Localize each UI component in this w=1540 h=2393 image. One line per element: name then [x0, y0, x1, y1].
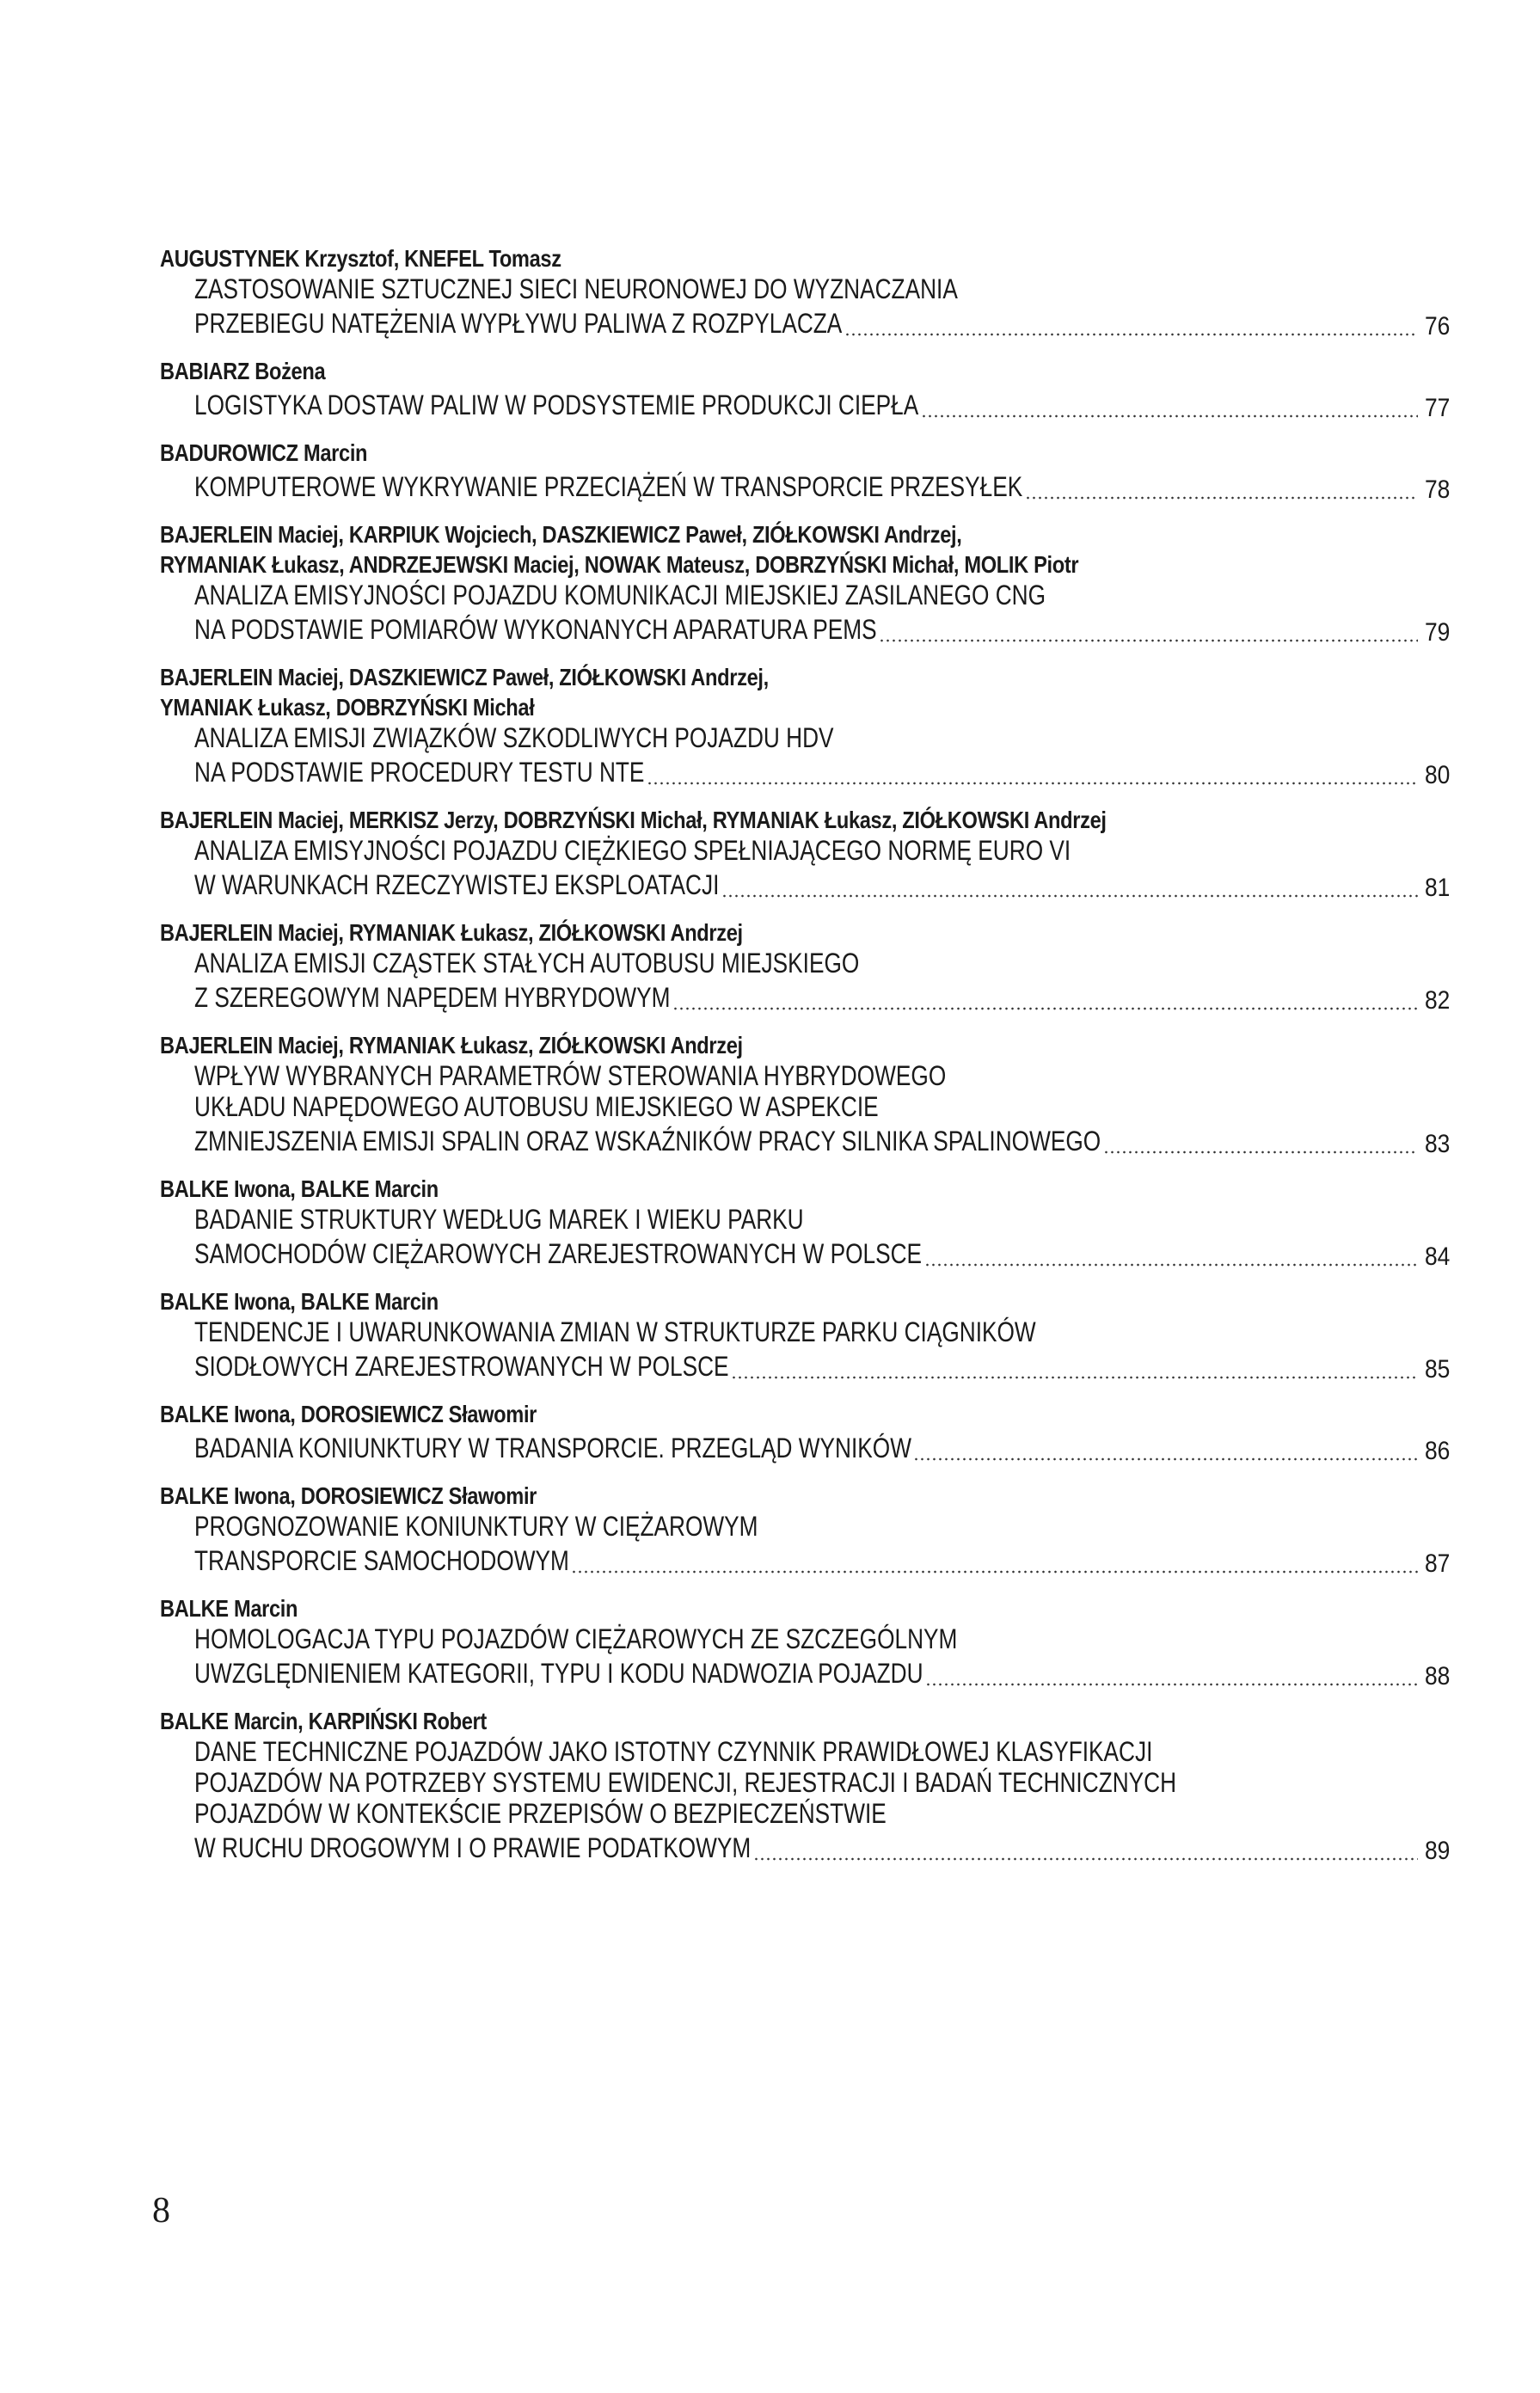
toc-entry-title [194, 468, 1450, 502]
dot-leader [753, 1832, 1418, 1863]
dot-leader [879, 614, 1418, 645]
toc-entry-title-line: ANALIZA EMISYJNOŚCI POJAZDU CIĘŻKIEGO SPEŁNIAJĄCEGO NORMĘ EURO VI [194, 835, 1071, 866]
toc-entry-title-last-line [194, 614, 877, 645]
toc-entry-title-last-line-text: LOGISTYKA DOSTAW PALIW W PODSYSTEMIE PRODUKCJI CIEPŁA [194, 390, 919, 420]
toc-entry [160, 1399, 1450, 1463]
dot-leader [924, 1238, 1418, 1269]
toc-entry-page-number: 89 [1424, 1837, 1450, 1865]
entry-spacer [160, 1269, 1450, 1286]
entry-spacer [160, 1576, 1450, 1593]
toc-entry-page-number: 88 [1424, 1662, 1450, 1690]
toc-entry [160, 438, 1450, 502]
toc-entry-leader-line [194, 611, 1450, 645]
dot-leader [1025, 471, 1418, 502]
toc-entry-title-line: HOMOLOGACJA TYPU POJAZDÓW CIĘŻAROWYCH ZE SZCZEGÓLNYM [194, 1623, 958, 1654]
toc-entry-title-last-line-text: SIODŁOWYCH ZAREJESTROWANYCH W POLSCE [194, 1351, 729, 1382]
toc-entry [160, 1481, 1450, 1576]
dot-leader [721, 869, 1418, 900]
toc-entry-page-number: 84 [1424, 1243, 1450, 1271]
toc-entry-title-line: ANALIZA EMISJI ZWIĄZKÓW SZKODLIWYCH POJAZDU HDV [194, 722, 834, 753]
toc-entry-authors: BALKE Iwona, BALKE Marcin [160, 1175, 439, 1202]
toc-entry-page-number: 81 [1424, 874, 1450, 902]
toc-entry-title [194, 273, 1450, 339]
entry-spacer [160, 1157, 1450, 1174]
toc-entry-authors: BALKE Iwona, DOROSIEWICZ Sławomir [160, 1401, 537, 1427]
toc-entry-page-number: 87 [1424, 1549, 1450, 1578]
toc-entry [160, 1286, 1450, 1382]
toc-entry-title-last-line [194, 1658, 923, 1689]
entry-spacer [160, 788, 1450, 805]
toc-entry-title [194, 1429, 1450, 1463]
toc-entry-title [194, 722, 1450, 788]
toc-entry-leader-line [194, 1347, 1450, 1382]
dot-leader [1103, 1126, 1418, 1157]
dot-leader [921, 390, 1418, 420]
toc-entry [160, 1593, 1450, 1689]
toc-entry-leader-line [194, 1654, 1450, 1689]
dot-leader [925, 1658, 1418, 1689]
toc-entry-leader-line [194, 753, 1450, 788]
toc-entry-title-last-line-text: SAMOCHODÓW CIĘŻAROWYCH ZAREJESTROWANYCH W POLSCE [194, 1238, 923, 1269]
toc-entry-title-last-line [194, 1545, 569, 1576]
toc-entry-title-last-line [194, 1433, 911, 1463]
toc-entry-title-line: PROGNOZOWANIE KONIUNKTURY W CIĘŻAROWYM [194, 1511, 758, 1542]
toc-entry-title-line: BADANIE STRUKTURY WEDŁUG MAREK I WIEKU PARKU [194, 1204, 804, 1235]
table-of-contents [160, 243, 1450, 1863]
toc-entry-title-last-line [194, 1238, 923, 1269]
toc-entry-authors: BAJERLEIN Maciej, MERKISZ Jerzy, DOBRZYŃSKI Michał, RYMANIAK Łukasz, ZIÓŁKOWSKI Andrzej [160, 807, 1107, 833]
toc-entry-page-number: 76 [1424, 312, 1450, 341]
toc-entry [160, 805, 1450, 900]
toc-entry-title-last-line-text: NA PODSTAWIE POMIARÓW WYKONANYCH APARATURA PEMS [194, 614, 877, 645]
toc-entry-title-last-line-text: ZMNIEJSZENIA EMISJI SPALIN ORAZ WSKAŹNIKÓW PRACY SILNIKA SPALINOWEGO [194, 1126, 1101, 1157]
toc-entry-authors: AUGUSTYNEK Krzysztof, KNEFEL Tomasz [160, 245, 561, 272]
toc-entry-title-last-line-text: UWZGLĘDNIENIEM KATEGORII, TYPU I KODU NADWOZIA POJAZDU [194, 1658, 923, 1689]
toc-entry [160, 1706, 1450, 1863]
toc-entry-title [194, 1060, 1450, 1157]
toc-entry-page-number: 86 [1424, 1437, 1450, 1465]
toc-entry [160, 662, 1450, 788]
toc-entry-page-number: 80 [1424, 761, 1450, 789]
toc-entry-title [194, 1316, 1450, 1382]
toc-entry-title-line: ANALIZA EMISYJNOŚCI POJAZDU KOMUNIKACJI MIEJSKIEJ ZASILANEGO CNG [194, 580, 1046, 611]
toc-entry [160, 917, 1450, 1013]
toc-entry-title-line: TENDENCJE I UWARUNKOWANIA ZMIAN W STRUKTURZE PARKU CIĄGNIKÓW [194, 1316, 1036, 1347]
toc-entry-title [194, 580, 1450, 645]
toc-entry-authors: BALKE Iwona, DOROSIEWICZ Sławomir [160, 1482, 537, 1509]
toc-entry-authors: BAJERLEIN Maciej, RYMANIAK Łukasz, ZIÓŁKOWSKI Andrzej [160, 1032, 743, 1058]
toc-entry [160, 1174, 1450, 1269]
toc-entry-authors: BAJERLEIN Maciej, DASZKIEWICZ Paweł, ZIÓŁKOWSKI Andrzej, [160, 664, 769, 690]
toc-entry-title [194, 1511, 1450, 1576]
toc-entry-title-last-line-text: W RUCHU DROGOWYM I O PRAWIE PODATKOWYM [194, 1832, 752, 1863]
toc-entry-page-number: 85 [1424, 1355, 1450, 1384]
toc-entry-title [194, 835, 1450, 900]
dot-leader [647, 757, 1418, 788]
toc-entry-title-last-line-text: W WARUNKACH RZECZYWISTEJ EKSPLOATACJI [194, 869, 720, 900]
toc-entry [160, 243, 1450, 339]
toc-entry-title-last-line [194, 390, 919, 420]
toc-entry-page-number: 78 [1424, 476, 1450, 504]
dot-leader [913, 1433, 1418, 1463]
toc-entry-page-number: 82 [1424, 986, 1450, 1015]
toc-entry-title-last-line [194, 1126, 1101, 1157]
toc-entry-leader-line [194, 386, 1450, 420]
toc-entry-leader-line [194, 1429, 1450, 1463]
toc-entry-leader-line [194, 468, 1450, 502]
toc-entry-title-line: WPŁYW WYBRANYCH PARAMETRÓW STEROWANIA HYBRYDOWEGO [194, 1060, 947, 1091]
toc-entry-title [194, 948, 1450, 1013]
toc-entry [160, 519, 1450, 645]
dot-leader [571, 1545, 1418, 1576]
toc-entry-leader-line [194, 1829, 1450, 1863]
dot-leader [672, 982, 1418, 1013]
toc-entry-authors: BAJERLEIN Maciej, KARPIUK Wojciech, DASZKIEWICZ Paweł, ZIÓŁKOWSKI Andrzej, [160, 521, 962, 548]
toc-entry-title-line: POJAZDÓW W KONTEKŚCIE PRZEPISÓW O BEZPIECZEŃSTWIE [194, 1798, 887, 1829]
toc-entry-title [194, 1204, 1450, 1269]
dot-leader [844, 308, 1418, 339]
toc-entry [160, 356, 1450, 420]
toc-entry-leader-line [194, 304, 1450, 339]
entry-spacer [160, 1689, 1450, 1706]
toc-entry-leader-line [194, 1235, 1450, 1269]
entry-spacer [160, 339, 1450, 356]
toc-entry-title-line: ZASTOSOWANIE SZTUCZNEJ SIECI NEURONOWEJ DO WYZNACZANIA [194, 273, 958, 304]
toc-entry-title [194, 1623, 1450, 1689]
toc-entry-page-number: 79 [1424, 618, 1450, 647]
entry-spacer [160, 502, 1450, 519]
toc-entry-leader-line [194, 866, 1450, 900]
toc-entry-title-last-line [194, 757, 645, 788]
toc-entry-title-last-line [194, 1351, 729, 1382]
toc-entry-title-last-line-text: BADANIA KONIUNKTURY W TRANSPORCIE. PRZEGLĄD WYNIKÓW [194, 1433, 911, 1463]
toc-entry-title-last-line-text: PRZEBIEGU NATĘŻENIA WYPŁYWU PALIWA Z ROZPYLACZA [194, 308, 843, 339]
toc-entry-leader-line [194, 979, 1450, 1013]
page-number: 8 [152, 2191, 170, 2230]
toc-entry-authors: BAJERLEIN Maciej, RYMANIAK Łukasz, ZIÓŁKOWSKI Andrzej [160, 919, 743, 946]
toc-entry-leader-line [194, 1122, 1450, 1157]
toc-entry-title-last-line-text: TRANSPORCIE SAMOCHODOWYM [194, 1545, 569, 1576]
toc-entry-title [194, 386, 1450, 420]
toc-entry-page-number: 77 [1424, 394, 1450, 422]
toc-entry-authors: BADUROWICZ Marcin [160, 439, 368, 466]
toc-entry-title-last-line [194, 308, 843, 339]
entry-spacer [160, 420, 1450, 438]
toc-entry-title-line: POJAZDÓW NA POTRZEBY SYSTEMU EWIDENCJI, REJESTRACJI I BADAŃ TECHNICZNYCH [194, 1767, 1177, 1798]
toc-entry [160, 1030, 1450, 1157]
entry-spacer [160, 645, 1450, 662]
toc-entry-authors-continued: RYMANIAK Łukasz, ANDRZEJEWSKI Maciej, NOWAK Mateusz, DOBRZYŃSKI Michał, MOLIK Piotr [160, 551, 1079, 578]
toc-entry-authors: BALKE Iwona, BALKE Marcin [160, 1288, 439, 1315]
toc-entry-title-line: DANE TECHNICZNE POJAZDÓW JAKO ISTOTNY CZYNNIK PRAWIDŁOWEJ KLASYFIKACJI [194, 1736, 1153, 1767]
toc-entry-title-last-line [194, 869, 720, 900]
dot-leader [731, 1351, 1418, 1382]
toc-entry-title-last-line [194, 471, 1023, 502]
toc-entry-title-last-line-text: NA PODSTAWIE PROCEDURY TESTU NTE [194, 757, 645, 788]
toc-entry-authors: BALKE Marcin [160, 1595, 298, 1622]
toc-entry-title-last-line [194, 1832, 752, 1863]
toc-entry-leader-line [194, 1542, 1450, 1576]
toc-entry-title-line: ANALIZA EMISJI CZĄSTEK STAŁYCH AUTOBUSU MIEJSKIEGO [194, 948, 860, 979]
entry-spacer [160, 1463, 1450, 1481]
toc-entry-title [194, 1736, 1450, 1863]
entry-spacer [160, 1382, 1450, 1399]
toc-entry-title-last-line [194, 982, 671, 1013]
entry-spacer [160, 900, 1450, 917]
toc-entry-title-last-line-text: KOMPUTEROWE WYKRYWANIE PRZECIĄŻEŃ W TRANSPORCIE PRZESYŁEK [194, 471, 1023, 502]
entry-spacer [160, 1013, 1450, 1030]
toc-entry-title-line: UKŁADU NAPĘDOWEGO AUTOBUSU MIEJSKIEGO W ASPEKCIE [194, 1091, 879, 1122]
toc-entry-authors-continued: YMANIAK Łukasz, DOBRZYŃSKI Michał [160, 694, 535, 721]
toc-entry-authors: BALKE Marcin, KARPIŃSKI Robert [160, 1708, 487, 1734]
toc-entry-title-last-line-text: Z SZEREGOWYM NAPĘDEM HYBRYDOWYM [194, 982, 671, 1013]
toc-entry-page-number: 83 [1424, 1130, 1450, 1158]
toc-entry-authors: BABIARZ Bożena [160, 358, 326, 384]
